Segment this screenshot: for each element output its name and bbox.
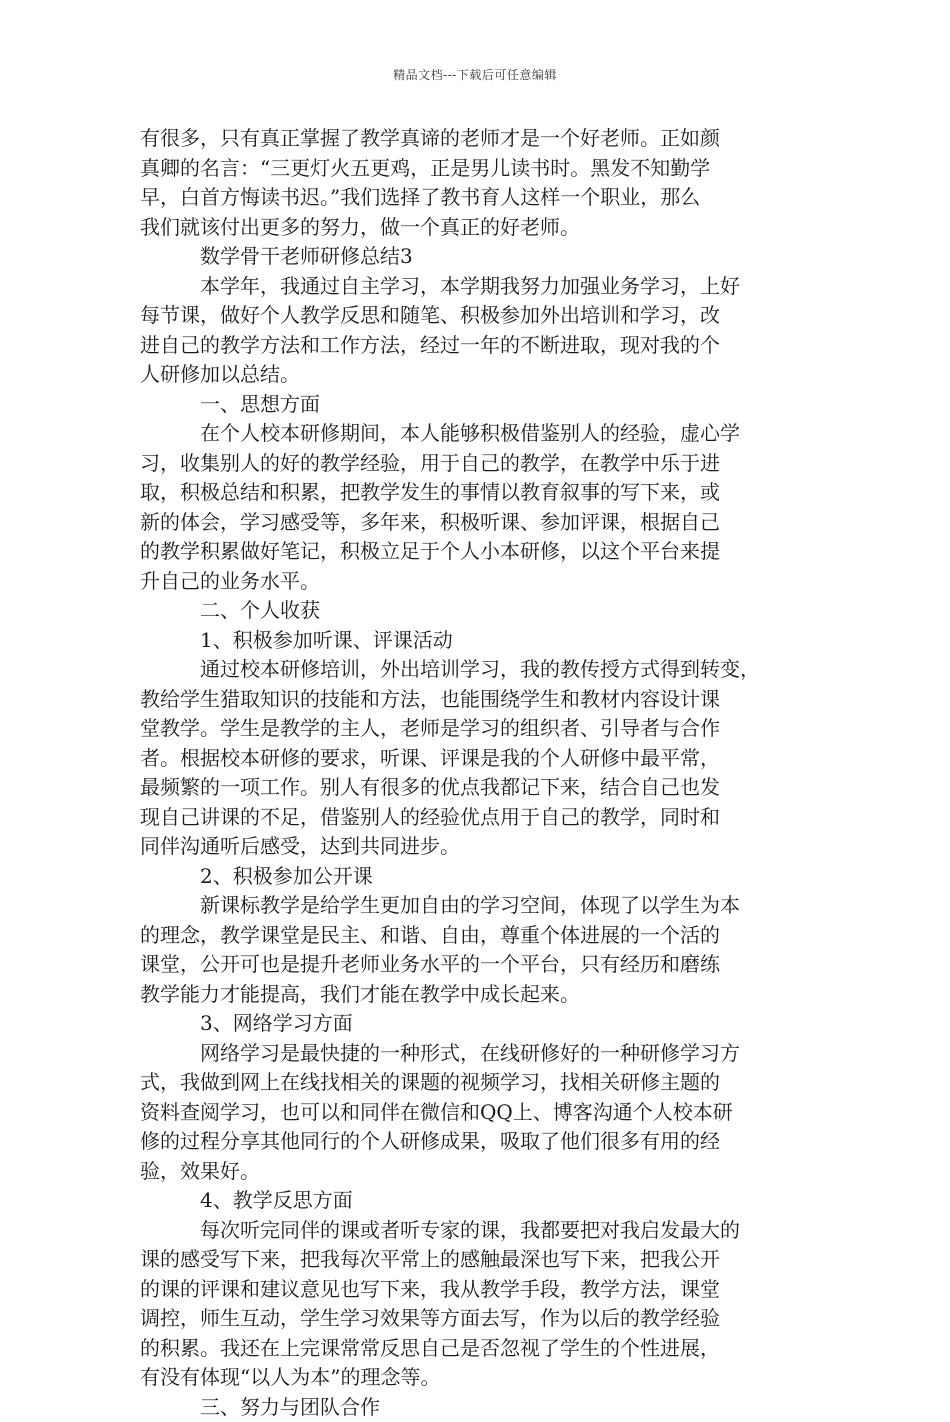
text-line: 每次听完同伴的课或者听专家的课，我都要把对我启发最大的 — [140, 1216, 812, 1246]
text-line: 真卿的名言：“三更灯火五更鸡，正是男儿读书时。黑发不知勤学 — [140, 154, 812, 184]
text-line: 新的体会，学习感受等，多年来，积极听课、参加评课，根据自己 — [140, 508, 812, 538]
text-line: 习，收集别人的好的教学经验，用于自己的教学，在教学中乐于进 — [140, 449, 812, 479]
text-line: 教给学生猎取知识的技能和方法，也能围绕学生和教材内容设计课 — [140, 685, 812, 715]
text-line: 资料查阅学习，也可以和同伴在微信和QQ上、博客沟通个人校本研 — [140, 1098, 812, 1128]
text-line: 最频繁的一项工作。别人有很多的优点我都记下来，结合自己也发 — [140, 773, 812, 803]
text-line: 新课标教学是给学生更加自由的学习空间，体现了以学生为本 — [140, 891, 812, 921]
text-line: 课堂，公开可也是提升老师业务水平的一个平台，只有经历和磨练 — [140, 950, 812, 980]
text-line: 3、网络学习方面 — [140, 1009, 812, 1039]
text-line: 升自己的业务水平。 — [140, 567, 812, 597]
text-line: 的教学积累做好笔记，积极立足于个人小本研修，以这个平台来提 — [140, 537, 812, 567]
text-line: 本学年，我通过自主学习，本学期我努力加强业务学习，上好 — [140, 272, 812, 302]
text-line: 的课的评课和建议意见也写下来，我从教学手段，教学方法，课堂 — [140, 1275, 812, 1305]
text-line: 数学骨干老师研修总结3 — [140, 242, 812, 272]
text-line: 修的过程分享其他同行的个人研修成果，吸取了他们很多有用的经 — [140, 1127, 812, 1157]
text-line: 的积累。我还在上完课常常反思自己是否忽视了学生的个性进展， — [140, 1334, 812, 1364]
text-line: 网络学习是最快捷的一种形式，在线研修好的一种研修学习方 — [140, 1039, 812, 1069]
text-line: 现自己讲课的不足，借鉴别人的经验优点用于自己的教学，同时和 — [140, 803, 812, 833]
text-line: 人研修加以总结。 — [140, 360, 812, 390]
text-line: 教学能力才能提高，我们才能在教学中成长起来。 — [140, 980, 812, 1010]
text-line: 在个人校本研修期间，本人能够积极借鉴别人的经验，虚心学 — [140, 419, 812, 449]
text-line: 课的感受写下来，把我每次平常上的感触最深也写下来，把我公开 — [140, 1245, 812, 1275]
text-line: 有没有体现“以人为本”的理念等。 — [140, 1363, 812, 1393]
text-line: 通过校本研修培训，外出培训学习，我的教传授方式得到转变， — [140, 655, 812, 685]
text-line: 式，我做到网上在线找相关的课题的视频学习，找相关研修主题的 — [140, 1068, 812, 1098]
text-line: 1、积极参加听课、评课活动 — [140, 626, 812, 656]
text-line: 验，效果好。 — [140, 1157, 812, 1187]
text-line: 堂教学。学生是教学的主人，老师是学习的组织者、引导者与合作 — [140, 714, 812, 744]
text-line: 2、积极参加公开课 — [140, 862, 812, 892]
text-line: 的理念，教学课堂是民主、和谐、自由，尊重个体进展的一个活的 — [140, 921, 812, 951]
text-line: 每节课，做好个人教学反思和随笔、积极参加外出培训和学习，改 — [140, 301, 812, 331]
text-line: 我们就该付出更多的努力，做一个真正的好老师。 — [140, 213, 812, 243]
text-line: 进自己的教学方法和工作方法，经过一年的不断进取，现对我的个 — [140, 331, 812, 361]
text-line: 4、教学反思方面 — [140, 1186, 812, 1216]
document-body — [140, 124, 812, 1422]
text-line: 者。根据校本研修的要求，听课、评课是我的个人研修中最平常， — [140, 744, 812, 774]
text-line: 二、个人收获 — [140, 596, 812, 626]
page-header: 精品文档---下载后可任意编辑 — [0, 66, 950, 83]
text-line: 调控，师生互动，学生学习效果等方面去写，作为以后的教学经验 — [140, 1304, 812, 1334]
text-line: 三、努力与团队合作 — [140, 1393, 812, 1422]
text-line: 取，积极总结和积累，把教学发生的事情以教育叙事的写下来，或 — [140, 478, 812, 508]
text-line: 有很多，只有真正掌握了教学真谛的老师才是一个好老师。正如颜 — [140, 124, 812, 154]
text-line: 一、思想方面 — [140, 390, 812, 420]
text-line: 同伴沟通听后感受，达到共同进步。 — [140, 832, 812, 862]
text-line: 早，白首方悔读书迟。”我们选择了教书育人这样一个职业，那么 — [140, 183, 812, 213]
